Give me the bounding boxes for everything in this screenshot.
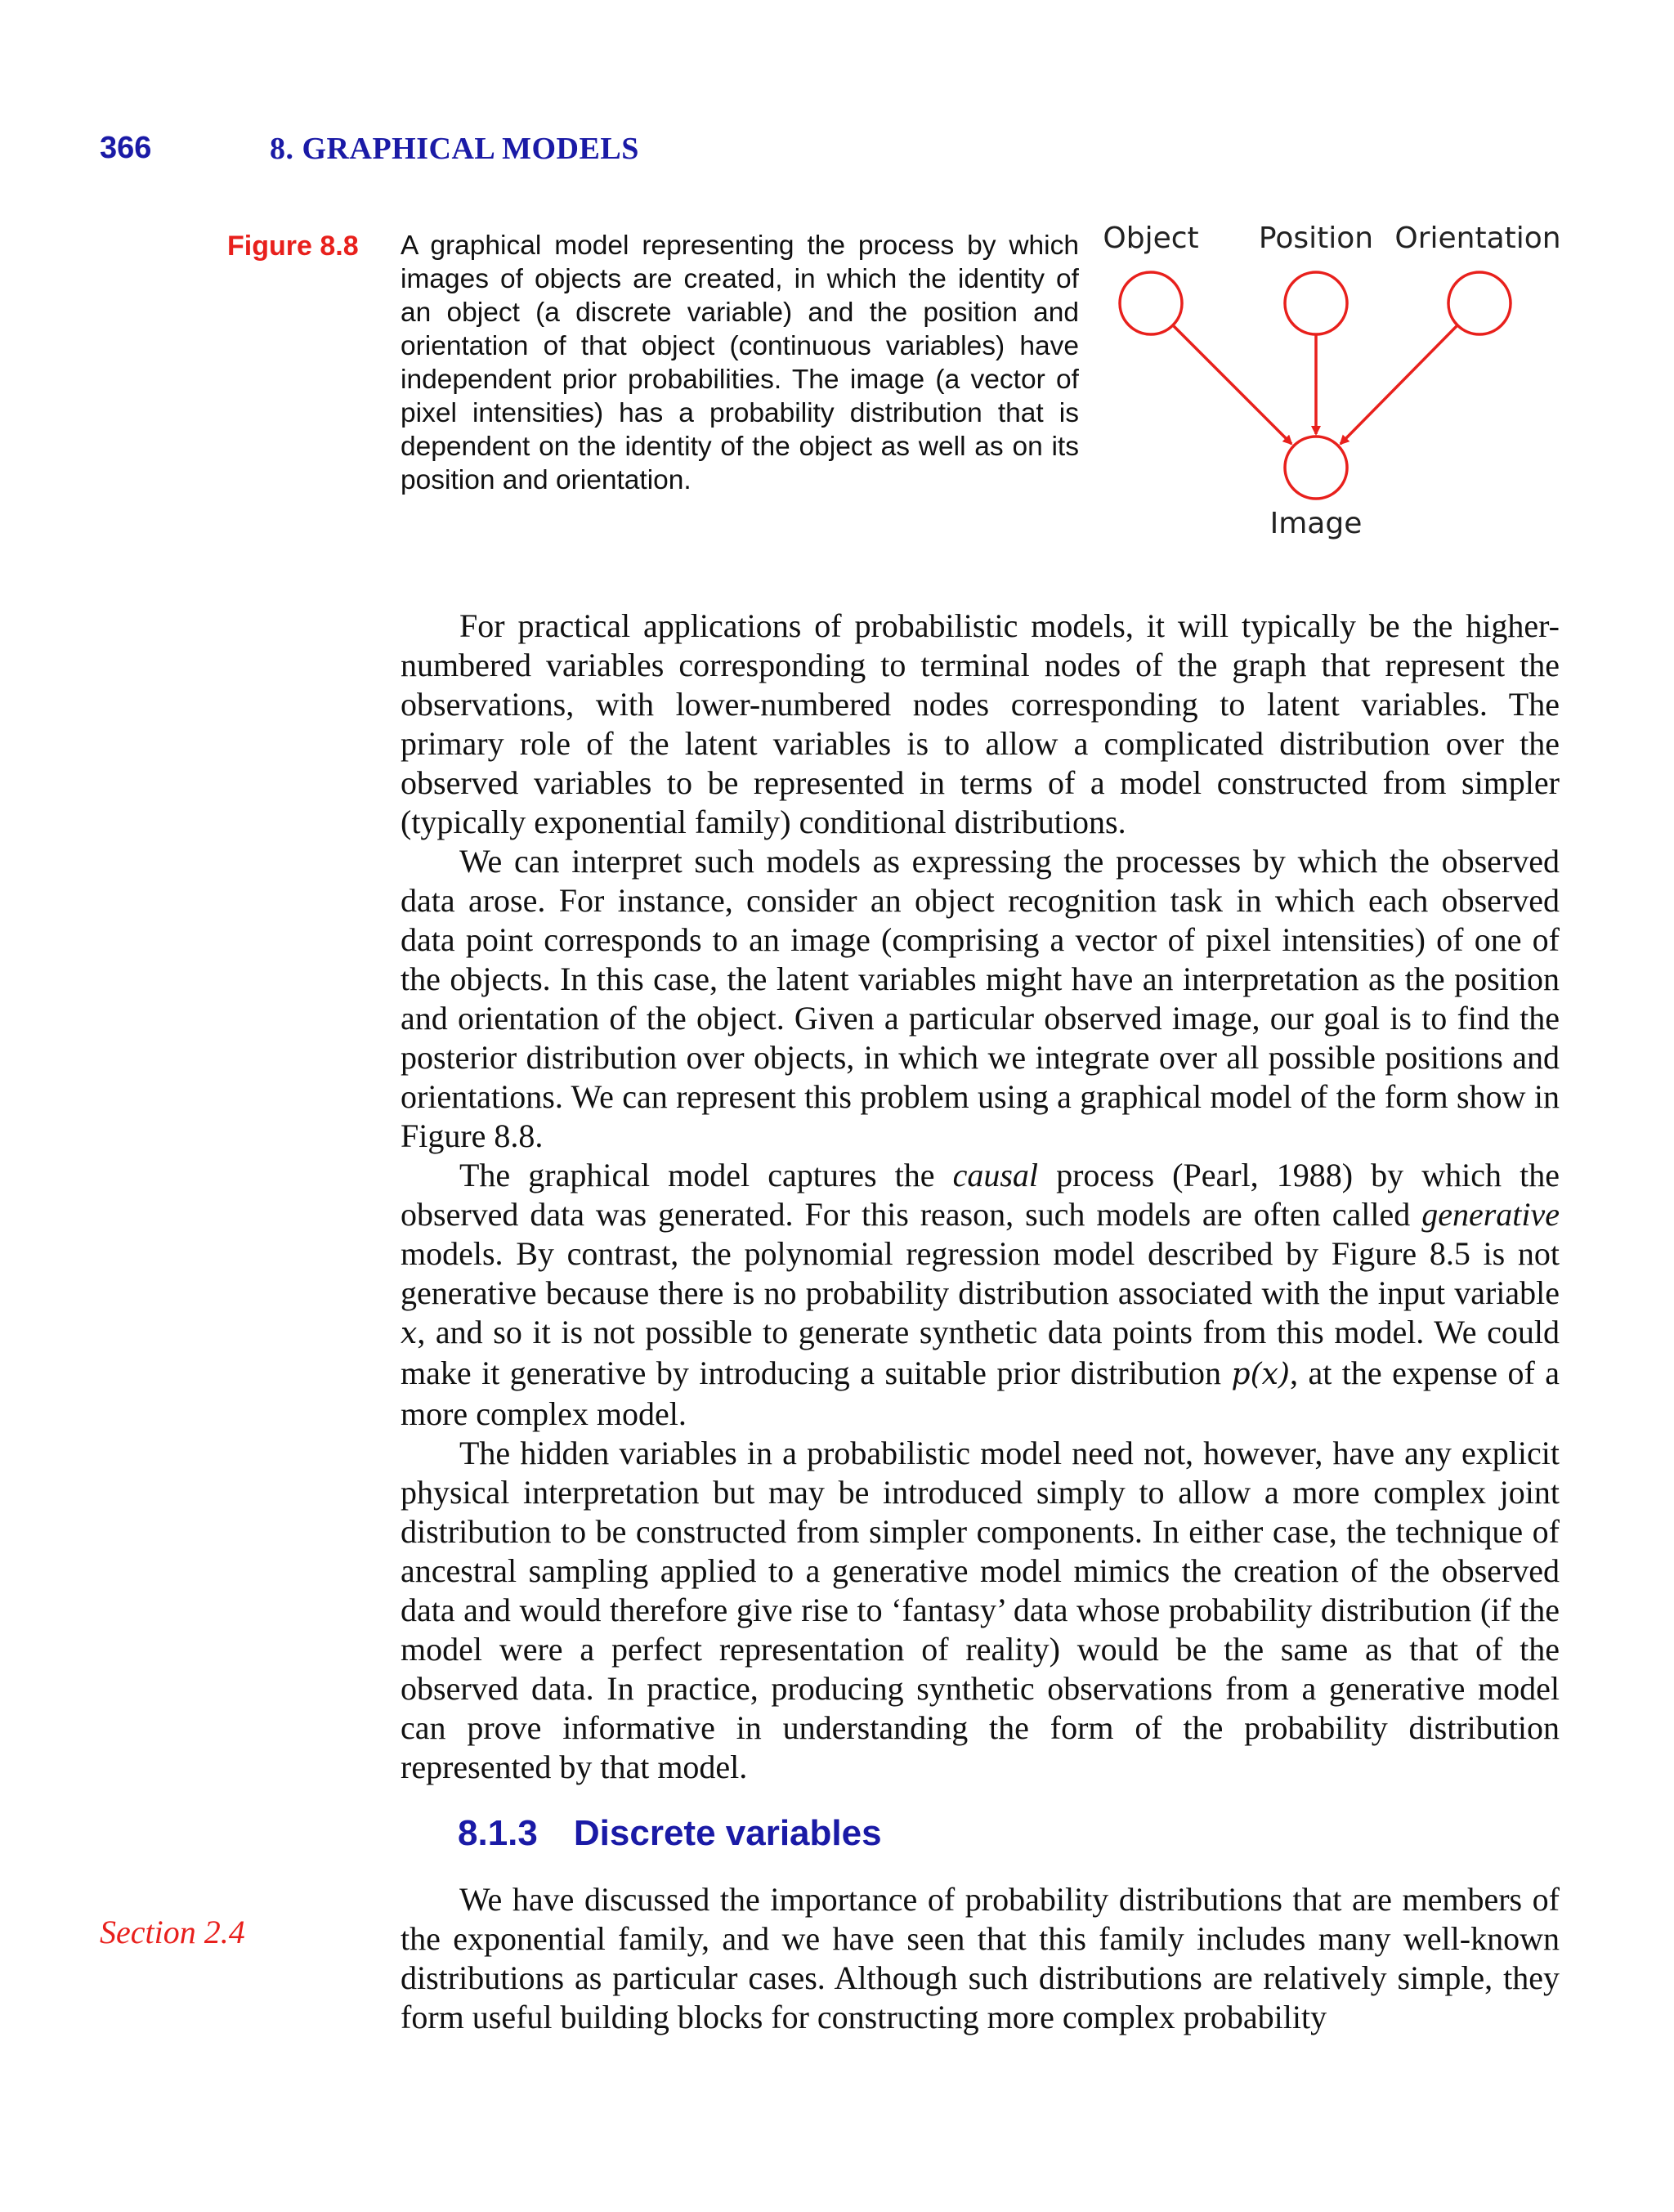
- section-number: 8.1.3: [458, 1813, 538, 1853]
- node-object: [1120, 272, 1182, 334]
- node-label-orientation: Orientation: [1394, 222, 1561, 255]
- paragraph-2: We can interpret such models as expressing the processes by which the observed data arose. For instance, consider an object recognition task in which each observed data point corresponds to an image (comprising a vector of pixel intensities) of one of the objects. In this case, the latent variables might have an interpretation as the position and orientation of the object. Given a particular observed image, our goal is to find the posterior distribution over objects, in which we integrate over all possible positions and orientations. We can represent this problem using a graphical model of the form show in Figure 8.8.: [401, 843, 1560, 1154]
- page-number: 366: [100, 131, 152, 165]
- term-generative: generative: [1421, 1196, 1560, 1233]
- term-causal: causal: [952, 1157, 1039, 1193]
- math-p-of-x: p(x): [1231, 1358, 1290, 1391]
- math-x: x: [401, 1317, 418, 1350]
- node-label-object: Object: [1103, 222, 1199, 255]
- paragraph-3: The graphical model captures the causal process (Pearl, 1988) by which the observed data was generated. For this reason, such models are often called generative models. By contrast, the polynomial regression model described by Figure 8.5 is not generative because there is no probability distribution associated with the input variable x, and so it is not possible to generate synthetic data points from this model. We could make it generative by introducing a suitable prior distribution p(x), at the expense of a more complex model.: [401, 1157, 1560, 1432]
- node-position: [1285, 272, 1347, 334]
- section-paragraph-1: We have discussed the importance of probability distributions that are members of the exponential family, and we have seen that this family includes many well-known distributions as particular cases. Although such distributions are relatively simple, they form useful building blocks for constructing more complex probability: [401, 1881, 1560, 2035]
- paragraph-4: The hidden variables in a probabilistic model need not, however, have any explicit physical interpretation but may be introduced simply to allow a more complex joint distribution to be constructed from simpler components. In either case, the technique of ancestral sampling applied to a generative model mimics the creation of the observed data and would therefore give rise to ‘fantasy’ data whose probability distribution (if the model were a perfect representation of reality) would be the same as that of the observed data. In practice, producing synthetic observations from a generative model can prove informative in understanding the form of the probability distribution represented by that model.: [401, 1435, 1560, 1785]
- body-text: [401, 607, 1560, 1787]
- figure-label: Figure 8.8: [227, 231, 359, 262]
- node-orientation: [1448, 272, 1511, 334]
- edge-object-to-image: [1174, 326, 1291, 444]
- section-title: Discrete variables: [573, 1813, 882, 1853]
- chapter-title: 8. GRAPHICAL MODELS: [270, 132, 639, 166]
- section-heading: [458, 1813, 882, 1854]
- node-label-image: Image: [1269, 507, 1363, 540]
- section-body-text: [401, 1880, 1560, 2037]
- node-label-position: Position: [1258, 222, 1374, 255]
- graphical-model-diagram: [1087, 213, 1578, 556]
- node-image: [1285, 437, 1347, 499]
- margin-note-section-ref: Section 2.4: [100, 1914, 245, 1950]
- edge-orientation-to-image: [1341, 326, 1457, 444]
- figure-caption: A graphical model representing the process by which images of objects are created, in which the identity of an object (a discrete variable) and the position and orientation of that object (continuous variables) have independent prior probabilities. The image (a vector of pixel intensities) has a probability distribution that is dependent on the identity of the object as well as on its position and orientation.: [401, 231, 1079, 495]
- paragraph-1: For practical applications of probabilistic models, it will typically be the higher-numbered variables corresponding to terminal nodes of the graph that represent the observations, with lower-numbered nodes corresponding to latent variables. The primary role of the latent variables is to allow a complicated distribution over the observed variables to be represented in terms of a model constructed from simpler (typically exponential family) conditional distributions.: [401, 607, 1560, 840]
